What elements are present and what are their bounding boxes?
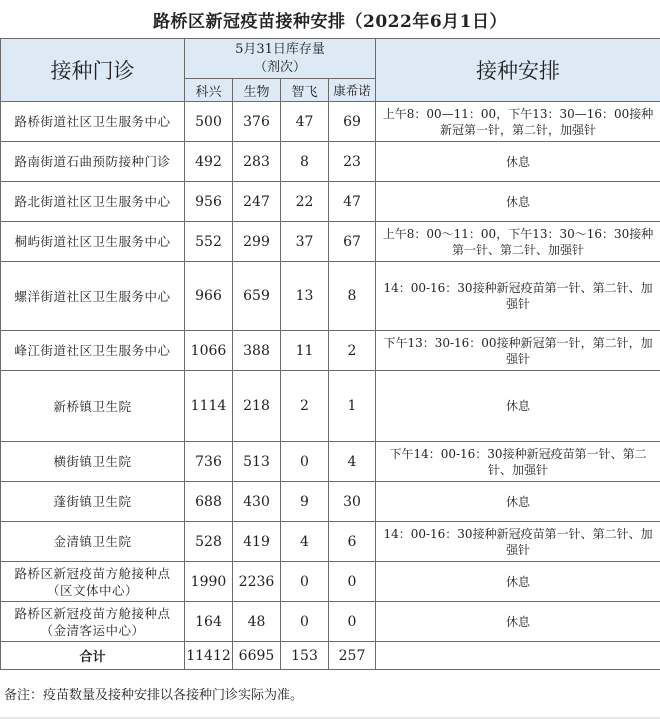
stock-zhifei: 0 bbox=[281, 442, 329, 482]
stock-shengwu: 419 bbox=[233, 522, 281, 562]
total-label: 合计 bbox=[1, 642, 185, 670]
total-row bbox=[1, 642, 660, 670]
stock-zhifei: 2 bbox=[281, 371, 329, 442]
stock-kexing: 492 bbox=[185, 142, 233, 182]
clinic-name: 螺洋街道社区卫生服务中心 bbox=[1, 262, 185, 331]
clinic-name: 横街镇卫生院 bbox=[1, 442, 185, 482]
stock-kangxinuo: 47 bbox=[329, 182, 376, 222]
header-schedule: 接种安排 bbox=[376, 39, 660, 102]
table-body bbox=[1, 102, 660, 670]
table-row bbox=[1, 371, 660, 442]
table-row bbox=[1, 562, 660, 602]
stock-zhifei: 13 bbox=[281, 262, 329, 331]
header-brand-kangxinuo: 康希诺 bbox=[329, 79, 376, 102]
total-shengwu: 6695 bbox=[233, 642, 281, 670]
stock-kexing: 528 bbox=[185, 522, 233, 562]
schedule-text: 休息 bbox=[376, 562, 660, 602]
total-schedule bbox=[376, 642, 660, 670]
stock-shengwu: 48 bbox=[233, 602, 281, 642]
schedule-text: 14：00-16：30接种新冠疫苗第一针、第二针、加强针 bbox=[376, 522, 660, 562]
stock-zhifei: 47 bbox=[281, 102, 329, 142]
footnote: 备注：疫苗数量及接种安排以各接种门诊实际为准。 bbox=[0, 670, 660, 719]
header-stock-line2: （剂次） bbox=[254, 59, 307, 75]
schedule-text: 休息 bbox=[376, 602, 660, 642]
stock-zhifei: 9 bbox=[281, 482, 329, 522]
table-header bbox=[1, 39, 660, 102]
stock-zhifei: 0 bbox=[281, 602, 329, 642]
page-title: 路桥区新冠疫苗接种安排（2022年6月1日） bbox=[153, 11, 507, 32]
table-row bbox=[1, 522, 660, 562]
stock-zhifei: 0 bbox=[281, 562, 329, 602]
total-zhifei: 153 bbox=[281, 642, 329, 670]
stock-kangxinuo: 30 bbox=[329, 482, 376, 522]
stock-kangxinuo: 23 bbox=[329, 142, 376, 182]
schedule-text: 休息 bbox=[376, 182, 660, 222]
clinic-name: 路桥区新冠疫苗方舱接种点（区文体中心） bbox=[1, 562, 185, 602]
schedule-text: 下午14：00-16：30接种新冠疫苗第一针、第二针、加强针 bbox=[376, 442, 660, 482]
stock-zhifei: 4 bbox=[281, 522, 329, 562]
stock-kangxinuo: 67 bbox=[329, 222, 376, 262]
vaccination-schedule-table bbox=[0, 38, 660, 670]
stock-kexing: 1114 bbox=[185, 371, 233, 442]
stock-zhifei: 11 bbox=[281, 331, 329, 371]
stock-kexing: 552 bbox=[185, 222, 233, 262]
table-row bbox=[1, 442, 660, 482]
total-kexing: 11412 bbox=[185, 642, 233, 670]
header-stock-line1: 5月31日库存量 bbox=[235, 41, 325, 57]
stock-kexing: 688 bbox=[185, 482, 233, 522]
clinic-name: 路北街道社区卫生服务中心 bbox=[1, 182, 185, 222]
stock-zhifei: 8 bbox=[281, 142, 329, 182]
clinic-name: 金清镇卫生院 bbox=[1, 522, 185, 562]
stock-shengwu: 513 bbox=[233, 442, 281, 482]
clinic-name: 峰江街道社区卫生服务中心 bbox=[1, 331, 185, 371]
stock-kangxinuo: 1 bbox=[329, 371, 376, 442]
table-row bbox=[1, 602, 660, 642]
header-brand-kexing: 科兴 bbox=[185, 79, 233, 102]
stock-kexing: 966 bbox=[185, 262, 233, 331]
header-brand-shengwu: 生物 bbox=[233, 79, 281, 102]
stock-kexing: 500 bbox=[185, 102, 233, 142]
clinic-name: 新桥镇卫生院 bbox=[1, 371, 185, 442]
schedule-text: 上午8：00～11：00，下午13：30～16：30接种第一针、第二针、加强针 bbox=[376, 222, 660, 262]
stock-kangxinuo: 2 bbox=[329, 331, 376, 371]
table-row bbox=[1, 142, 660, 182]
stock-shengwu: 2236 bbox=[233, 562, 281, 602]
stock-kexing: 164 bbox=[185, 602, 233, 642]
schedule-text: 上午8：00—11：00，下午13：30—16：00接种新冠第一针，第二针，加强针 bbox=[376, 102, 660, 142]
schedule-text: 休息 bbox=[376, 482, 660, 522]
stock-shengwu: 283 bbox=[233, 142, 281, 182]
stock-shengwu: 659 bbox=[233, 262, 281, 331]
stock-kexing: 956 bbox=[185, 182, 233, 222]
schedule-text: 下午13：30-16：00接种新冠第一针，第二针，加强针 bbox=[376, 331, 660, 371]
stock-shengwu: 388 bbox=[233, 331, 281, 371]
clinic-name: 蓬街镇卫生院 bbox=[1, 482, 185, 522]
stock-zhifei: 37 bbox=[281, 222, 329, 262]
stock-kexing: 1990 bbox=[185, 562, 233, 602]
stock-shengwu: 247 bbox=[233, 182, 281, 222]
stock-kangxinuo: 0 bbox=[329, 602, 376, 642]
clinic-name: 路桥街道社区卫生服务中心 bbox=[1, 102, 185, 142]
clinic-name: 路南街道石曲预防接种门诊 bbox=[1, 142, 185, 182]
stock-shengwu: 376 bbox=[233, 102, 281, 142]
stock-kangxinuo: 8 bbox=[329, 262, 376, 331]
stock-kangxinuo: 0 bbox=[329, 562, 376, 602]
table-row bbox=[1, 262, 660, 331]
schedule-text: 14：00-16：30接种新冠疫苗第一针、第二针、加强针 bbox=[376, 262, 660, 331]
schedule-text: 休息 bbox=[376, 371, 660, 442]
header-stock bbox=[185, 39, 376, 79]
header-brand-zhifei: 智飞 bbox=[281, 79, 329, 102]
stock-kexing: 736 bbox=[185, 442, 233, 482]
stock-shengwu: 299 bbox=[233, 222, 281, 262]
clinic-name: 桐屿街道社区卫生服务中心 bbox=[1, 222, 185, 262]
stock-zhifei: 22 bbox=[281, 182, 329, 222]
clinic-name: 路桥区新冠疫苗方舱接种点（金清客运中心） bbox=[1, 602, 185, 642]
stock-kangxinuo: 4 bbox=[329, 442, 376, 482]
stock-kangxinuo: 6 bbox=[329, 522, 376, 562]
stock-kangxinuo: 69 bbox=[329, 102, 376, 142]
table-row bbox=[1, 331, 660, 371]
table-row bbox=[1, 222, 660, 262]
schedule-text: 休息 bbox=[376, 142, 660, 182]
total-kangxinuo: 257 bbox=[329, 642, 376, 670]
header-clinic: 接种门诊 bbox=[1, 39, 185, 102]
table-row bbox=[1, 182, 660, 222]
stock-kexing: 1066 bbox=[185, 331, 233, 371]
table-row bbox=[1, 482, 660, 522]
table-row bbox=[1, 102, 660, 142]
stock-shengwu: 430 bbox=[233, 482, 281, 522]
stock-shengwu: 218 bbox=[233, 371, 281, 442]
